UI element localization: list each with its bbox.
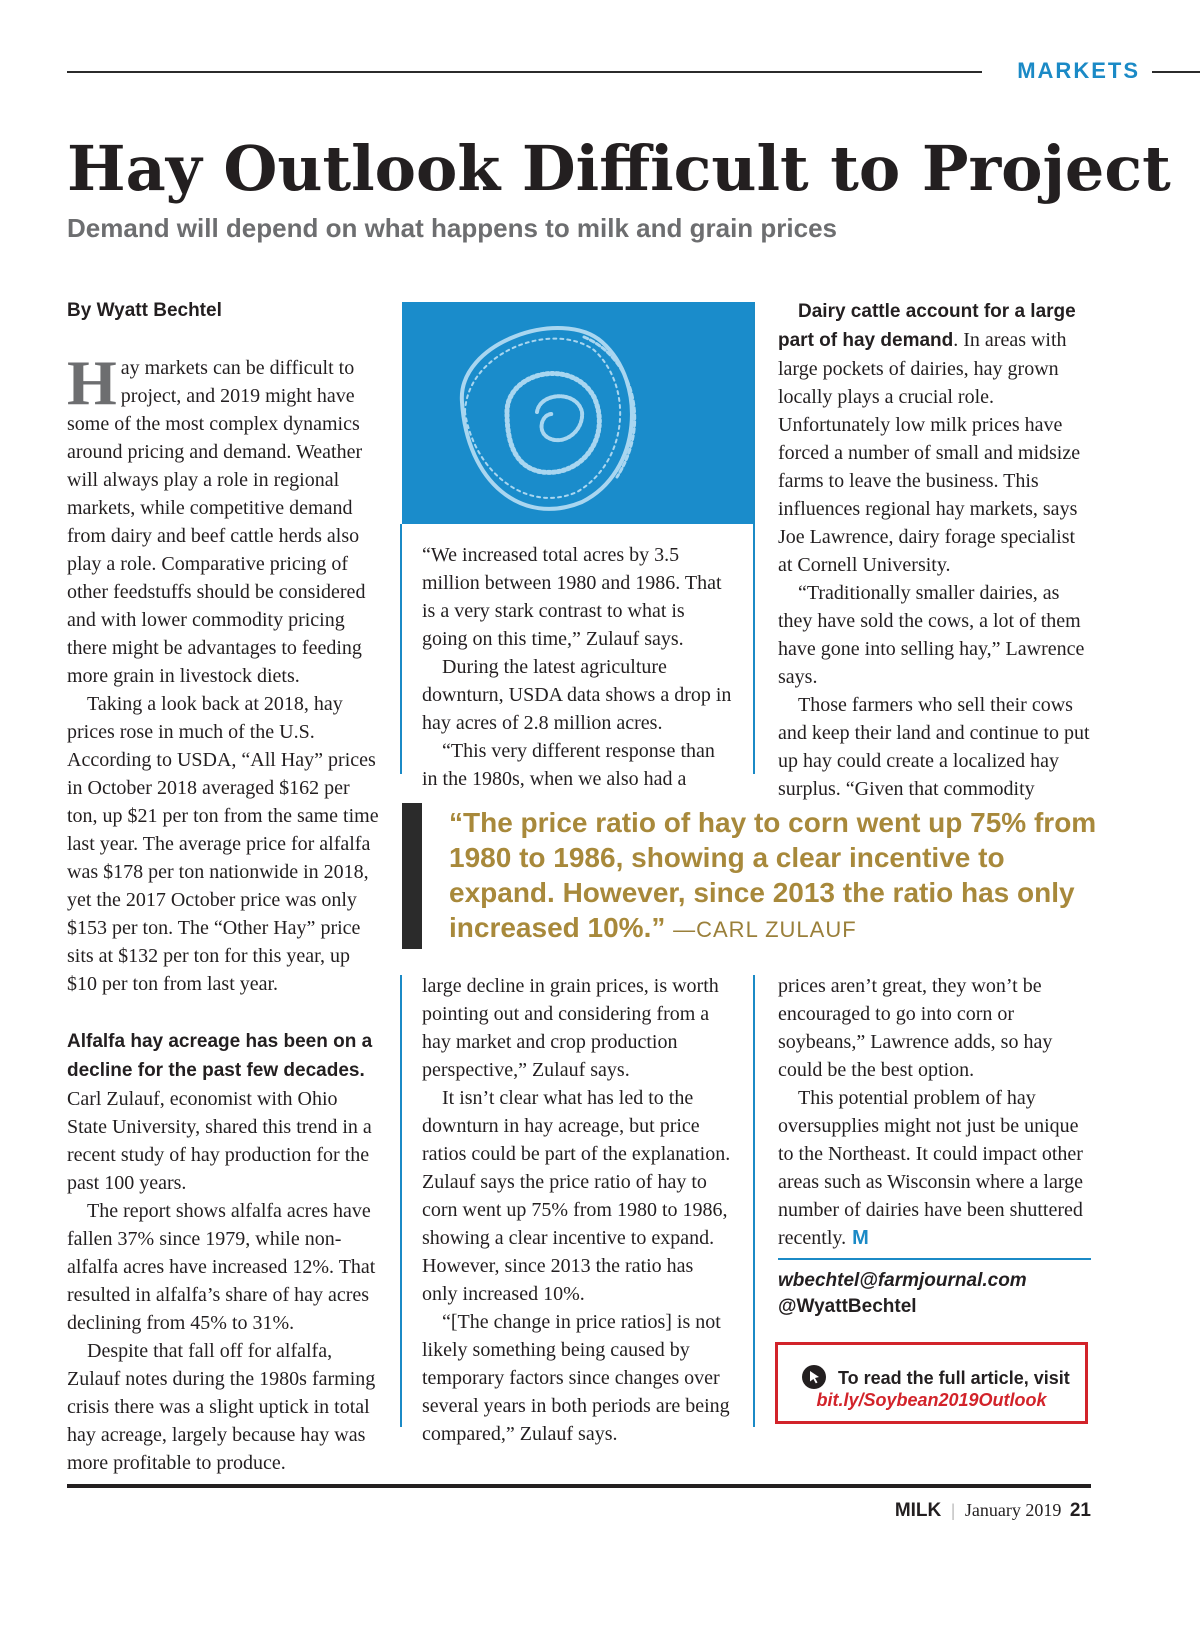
- read-more-link[interactable]: bit.ly/Soybean2019Outlook: [816, 1390, 1047, 1410]
- article-title: Hay Outlook Difficult to Project: [67, 132, 1171, 205]
- hay-bale-illustration: [402, 302, 754, 524]
- header-rule-right: [1152, 71, 1200, 73]
- drop-cap: H: [67, 347, 117, 418]
- issue-date: January 2019: [964, 1500, 1062, 1520]
- read-more-label: To read the full article, visit: [838, 1368, 1070, 1388]
- column-1: [67, 297, 381, 1477]
- paragraph: “We increased total acres by 3.5 million between 1980 and 1986. That is a very stark contrast to what is going on this time,” Zulauf says.: [422, 544, 722, 650]
- paragraph: [778, 297, 1093, 579]
- paragraph: “Traditionally smaller dairies, as they have sold the cows, a lot of them have gone into selling hay,” Lawrence says.: [778, 582, 1085, 688]
- paragraph: [778, 1084, 1093, 1252]
- author-contact: [778, 1268, 1098, 1320]
- pull-quote-text: “The price ratio of hay to corn went up 75% from 1980 to 1986, showing a clear incentive to expand. However, since 2013 the ratio has only increased 10%.”: [449, 807, 1097, 943]
- paragraph: Those farmers who sell their cows and keep their land and continue to put up hay could create a localized hay surplus. “Given that commodity: [778, 694, 1090, 800]
- paragraph: large decline in grain prices, is worth pointing out and considering from a hay market and crop production perspective,” Zulauf says.: [422, 975, 719, 1081]
- column-rule: [400, 524, 402, 774]
- author-email[interactable]: wbechtel@farmjournal.com: [778, 1270, 1027, 1291]
- pull-quote: [449, 805, 1109, 947]
- read-more-box: [775, 1342, 1088, 1424]
- paragraph: It isn’t clear what has led to the downturn in hay acreage, but price ratios could be part of the explanation. Zulauf says the price ratio of hay to corn went up 75% from 1980 to 1986, showing a clear incentive to expand. However, since 2013 the ratio has only increased 10%.: [422, 1087, 731, 1305]
- paragraph: [67, 347, 381, 690]
- column-3-top: [778, 297, 1093, 803]
- contact-rule: [778, 1258, 1091, 1260]
- footer-separator: |: [951, 1500, 955, 1520]
- page-footer: [895, 1500, 1091, 1522]
- subhead: Dairy cattle account for a large part of hay demand: [778, 301, 1076, 351]
- column-rule: [753, 975, 755, 1427]
- column-rule: [753, 302, 755, 774]
- paragraph: prices aren’t great, they won’t be encouraged to go into corn or soybeans,” Lawrence adds, so hay could be the best option.: [778, 975, 1053, 1081]
- column-2-top: [422, 541, 732, 793]
- end-mark: M: [852, 1227, 869, 1249]
- paragraph-text: . In areas with large pockets of dairies, hay grown locally plays a crucial role. Unfortunately low milk prices have forced a number of small and midsize farms to leave the business. This influences regional hay markets, says Joe Lawrence, dairy forage specialist at Cornell University.: [778, 329, 1081, 576]
- subhead: Alfalfa hay acreage has been on a decline for the past few decades.: [67, 1031, 373, 1081]
- column-2-bottom: [422, 972, 732, 1448]
- column-3-bottom: [778, 972, 1093, 1252]
- article-subtitle: Demand will depend on what happens to milk and grain prices: [67, 213, 838, 243]
- header-rule: [67, 71, 982, 73]
- cursor-arrow-icon: [802, 1365, 826, 1389]
- pull-quote-attribution: —CARL ZULAUF: [673, 917, 857, 942]
- paragraph: [67, 1027, 381, 1197]
- paragraph: “This very different response than in the 1980s, when we also had a: [422, 740, 715, 790]
- pull-quote-bar: [402, 803, 422, 949]
- paragraph: Despite that fall off for alfalfa, Zulauf notes during the 1980s farming crisis there was a slight uptick in total hay acreage, largely because hay was more profitable to produce.: [67, 1340, 376, 1474]
- column-rule: [400, 975, 402, 1427]
- paragraph-text: This potential problem of hay oversupplies might not just be unique to the Northeast. It could impact other areas such as Wisconsin where a large number of dairies have been shuttered recently.: [778, 1087, 1084, 1249]
- section-label: MARKETS: [1017, 58, 1140, 83]
- page-number: 21: [1069, 1500, 1091, 1521]
- paragraph: Taking a look back at 2018, hay prices rose in much of the U.S. According to USDA, “All Hay” prices in October 2018 averaged $162 per ton, up $21 per ton from the same time last year. The average price for alfalfa was $178 per ton nationwide in 2018, yet the 2017 October price was only $153 per ton. The “Other Hay” price sits at $132 per ton for this year, up $10 per ton from last year.: [67, 693, 379, 995]
- footer-rule: [67, 1484, 1091, 1488]
- read-more-text: [802, 1365, 1082, 1389]
- paragraph: The report shows alfalfa acres have fallen 37% since 1979, while non-alfalfa acres have increased 12%. That resulted in alfalfa’s share of hay acres declining from 45% to 31%.: [67, 1200, 376, 1334]
- paragraph-text: Carl Zulauf, economist with Ohio State University, shared this trend in a recent study of hay production for the past 100 years.: [67, 1088, 372, 1194]
- paragraph: “[The change in price ratios] is not likely something being caused by temporary factors since changes over several years in both periods are being compared,” Zulauf says.: [422, 1311, 730, 1445]
- paragraph-text: ay markets can be difficult to project, and 2019 might have some of the most complex dynamics around pricing and demand. Weather will always play a role in regional markets, while competitive demand from dairy and beef cattle herds also play a role. Comparative pricing of other feedstuffs should be considered and with lower commodity pricing there might be advantages to feeding more grain in livestock diets.: [67, 357, 366, 687]
- byline: By Wyatt Bechtel: [67, 300, 222, 321]
- paragraph: During the latest agriculture downturn, USDA data shows a drop in hay acres of 2.8 million acres.: [422, 656, 732, 734]
- author-handle[interactable]: @WyattBechtel: [778, 1296, 917, 1317]
- magazine-name: MILK: [894, 1500, 942, 1521]
